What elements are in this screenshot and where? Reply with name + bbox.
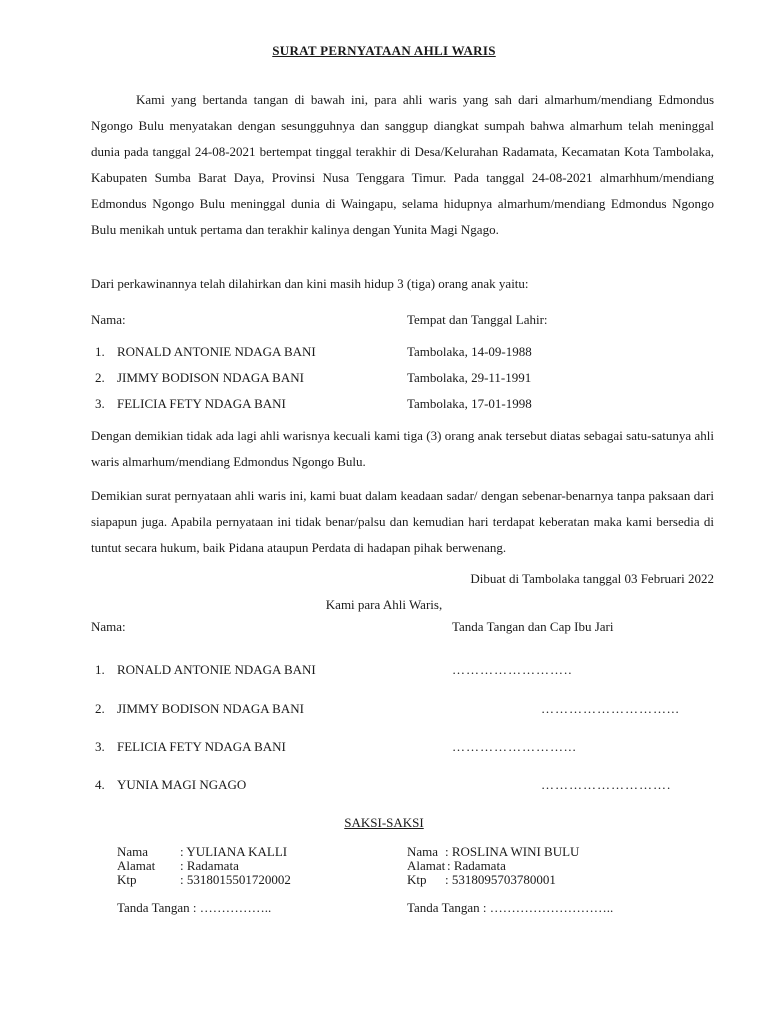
signature-line: ………………………. xyxy=(541,777,672,792)
document-title: SURAT PERNYATAAN AHLI WARIS xyxy=(272,43,496,58)
heir-number: 3. xyxy=(95,739,105,754)
witness-ktp-value: : 5318095703780001 xyxy=(445,872,556,887)
witness-name-label: Nama xyxy=(407,844,439,859)
witness-ktp-value: : 5318015501720002 xyxy=(180,872,291,887)
witness-name-value: : ROSLINA WINI BULU xyxy=(445,844,580,859)
witness-signature-line: Tanda Tangan : ……………………….. xyxy=(407,900,614,915)
child-number: 2. xyxy=(95,370,105,385)
heir-number: 2. xyxy=(95,701,105,716)
child-name: RONALD ANTONIE NDAGA BANI xyxy=(117,344,316,359)
signature-line: ………………………... xyxy=(541,701,680,716)
witness-name-label: Nama xyxy=(117,844,149,859)
closing-paragraph: Demikian surat pernyataan ahli waris ini, kami buat dalam keadaan sadar/ dengan sebenar-benarnya tanpa paksaan dari siapapun juga. Apabila pernyataan ini tidak benar/palsu dan kemudian hari terdapat keberatan maka kami bersedia di tuntut secara hukum, baik Pidana ataupun Perdata di hadapan pihak berwenang. xyxy=(91,488,714,555)
heir-number: 4. xyxy=(95,777,105,792)
children-intro: Dari perkawinannya telah dilahirkan dan kini masih hidup 3 (tiga) orang anak yaitu: xyxy=(91,276,529,291)
heir-name: FELICIA FETY NDAGA BANI xyxy=(117,739,286,754)
signature-line: ……………………... xyxy=(452,739,577,754)
heir-name: JIMMY BODISON NDAGA BANI xyxy=(117,701,304,716)
child-birth: Tambolaka, 14-09-1988 xyxy=(407,344,532,359)
heirs-heading: Kami para Ahli Waris, xyxy=(325,597,443,612)
witness-address-value: : Radamata xyxy=(447,858,506,873)
place-date: Dibuat di Tambolaka tanggal 03 Februari 2022 xyxy=(470,571,714,586)
witness-name-value: : YULIANA KALLI xyxy=(180,844,288,859)
opening-paragraph: Kami yang bertanda tangan di bawah ini, para ahli waris yang sah dari almarhum/mendiang Edmondus Ngongo Bulu menyatakan dengan sesungguhnya dan sanggup diangkat sumpah bahwa almarhum telah meninggal dunia pada tanggal 24-08-2021 bertempat tinggal terakhir di Desa/Kelurahan Radamata, Kecamatan Kota Tambolaka, Kabupaten Sumba Barat Daya, Provinsi Nusa Tenggara Timur. Pada tanggal 24-08-2021 almarhhum/mendiang Edmondus Ngongo Bulu meninggal dunia di Waingapu, selama hidupnya almarhum/mendiang Edmondus Ngongo Bulu menikah untuk pertama dan terakhir kalinya dengan Yunita Magi Ngago. xyxy=(91,92,714,237)
child-birth: Tambolaka, 29-11-1991 xyxy=(407,370,532,385)
sole-heirs-paragraph: Dengan demikian tidak ada lagi ahli warisnya kecuali kami tiga (3) orang anak tersebut diatas sebagai satu-satunya ahli waris almarhum/mendiang Edmondus Ngongo Bulu. xyxy=(91,428,714,469)
children-header-name: Nama: xyxy=(91,312,126,327)
heir-name: RONALD ANTONIE NDAGA BANI xyxy=(117,662,316,677)
witness-ktp-label: Ktp xyxy=(407,872,427,887)
child-number: 1. xyxy=(95,344,105,359)
witness-ktp-label: Ktp xyxy=(117,872,137,887)
witness-signature-line: Tanda Tangan : …………….. xyxy=(117,900,272,915)
signature-header-name: Nama: xyxy=(91,619,126,634)
child-number: 3. xyxy=(95,396,105,411)
children-header-birth: Tempat dan Tanggal Lahir: xyxy=(407,312,548,327)
witness-address-value: : Radamata xyxy=(180,858,239,873)
signature-line: …………………….. xyxy=(452,662,573,677)
child-name: JIMMY BODISON NDAGA BANI xyxy=(117,370,304,385)
child-birth: Tambolaka, 17-01-1998 xyxy=(407,396,532,411)
signature-header-sign: Tanda Tangan dan Cap Ibu Jari xyxy=(452,619,614,634)
heir-number: 1. xyxy=(95,662,105,677)
heir-name: YUNIA MAGI NGAGO xyxy=(117,777,247,792)
witnesses-heading: SAKSI-SAKSI xyxy=(344,815,424,830)
child-name: FELICIA FETY NDAGA BANI xyxy=(117,396,286,411)
witness-address-label: Alamat xyxy=(117,858,156,873)
witness-address-label: Alamat xyxy=(407,858,446,873)
